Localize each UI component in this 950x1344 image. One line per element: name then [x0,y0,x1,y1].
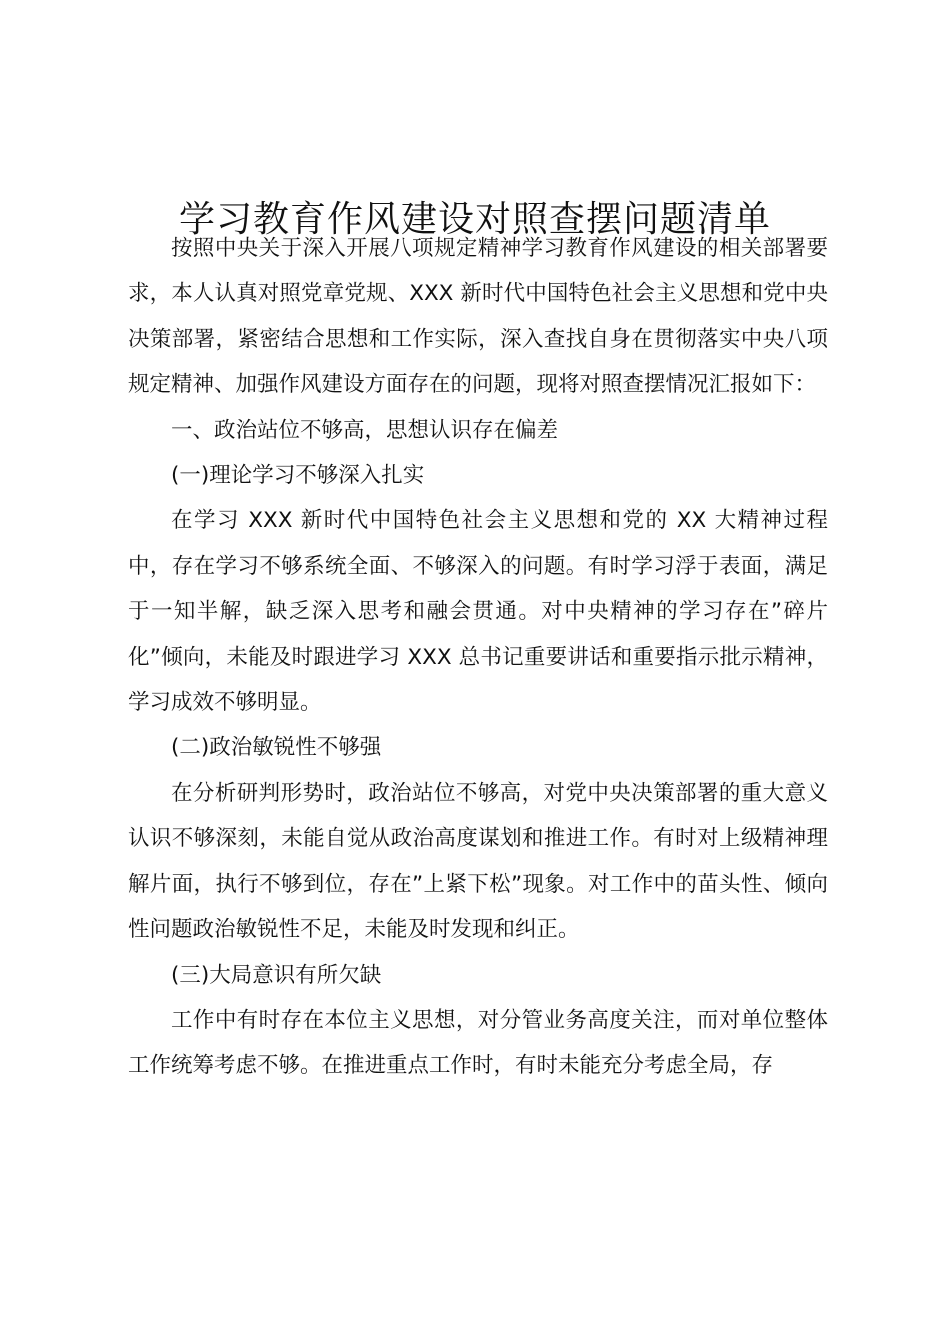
body-paragraph-1: 在学习 XXX 新时代中国特色社会主义思想和党的 XX 大精神过程中，存在学习不够系统全面、不够深入的问题。有时学习浮于表面，满足于一知半解，缺乏深入思考和融会贯通。对中央精神的学习存在”碎片化”倾向，未能及时跟进学习 XXX 总书记重要讲话和重要指示批示精神，学习成效不够明显。 [128,508,828,716]
intro-paragraph: 按照中央关于深入开展八项规定精神学习教育作风建设的相关部署要求，本人认真对照党章党规、XXX 新时代中国特色社会主义思想和党中央决策部署，紧密结合思想和工作实际，深入查找自身在贯彻落实中央八项规定精神、加强作风建设方面存在的问题，现将对照查摆情况汇报如下： [128,236,828,398]
section-heading-1: 一、政治站位不够高，思想认识存在偏差 [171,417,559,443]
body-paragraph-3: 工作中有时存在本位主义思想，对分管业务高度关注，而对单位整体工作统筹考虑不够。在推进重点工作时，有时未能充分考虑全局，存 [128,1007,828,1079]
subsection-heading-2: (二)政治敏锐性不够强 [171,735,382,761]
document-title: 学习教育作风建设对照查摆问题清单 [178,199,771,241]
body-paragraph-2: 在分析研判形势时，政治站位不够高，对党中央决策部署的重大意义认识不够深刻，未能自觉从政治高度谋划和推进工作。有时对上级精神理解片面，执行不够到位，存在”上紧下松”现象。对工作中的苗头性、倾向性问题政治敏锐性不足，未能及时发现和纠正。 [128,780,828,943]
subsection-heading-3: (三)大局意识有所欠缺 [171,962,382,988]
subsection-heading-1: (一)理论学习不够深入扎实 [171,463,425,489]
document-body [128,226,828,1089]
